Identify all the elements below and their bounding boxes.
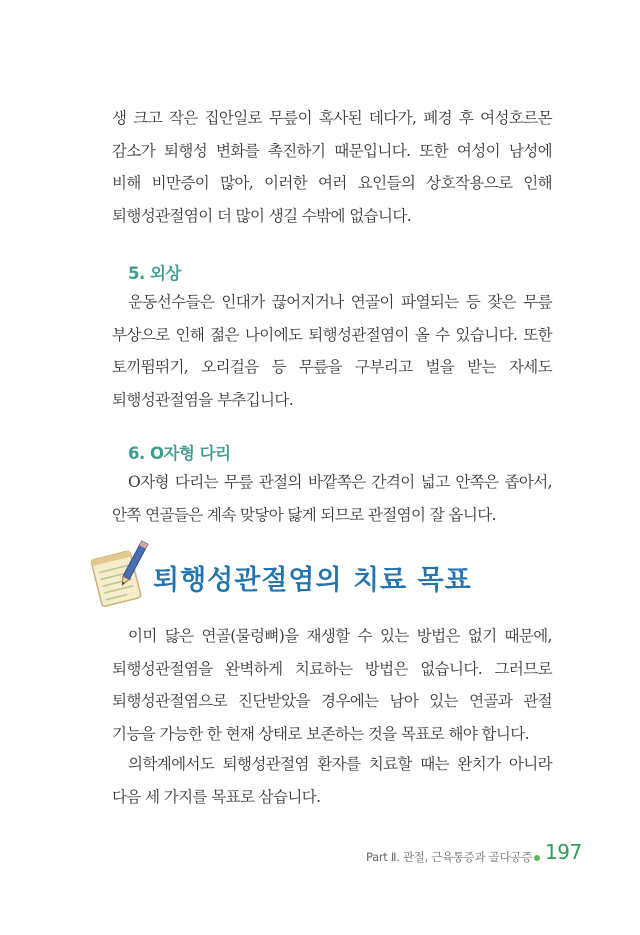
paragraph-1: 생 크고 작은 집안일로 무릎이 혹사된 데다가, 폐경 후 여성호르몬 감소가 퇴행성 변화를 촉진하기 때문입니다. 또한 여성이 남성에 비해 비만증이 많아, 이러한 여러 요인들의 상호작용으로 인해 퇴행성관절염이 더 많이 생길 수밖에 없습니다.: [112, 109, 552, 225]
paragraph-5: 의학계에서도 퇴행성관절염 환자를 치료할 때는 완치가 아니라 다음 세 가지를 목표로 삼습니다.: [112, 755, 552, 806]
notepad-pencil-icon: [88, 540, 150, 610]
section-title: 퇴행성관절염의 치료 목표: [153, 565, 472, 596]
footer-dot-icon: [534, 855, 540, 861]
paragraph-4: 이미 닳은 연골(물렁뼈)을 재생할 수 있는 방법은 없기 때문에, 퇴행성관절염을 완벽하게 치료하는 방법은 없습니다. 그러므로 퇴행성관절염으로 진단받았을 경우에는 남아 있는 연골과 관절 기능을 가능한 한 현재 상태로 보존하는 것을 목표로 해야 합니다.: [112, 627, 552, 743]
page-number: 197: [545, 840, 582, 864]
paragraph-2: 운동선수들은 인대가 끊어지거나 연골이 파열되는 등 잦은 무릎 부상으로 인해 젊은 나이에도 퇴행성관절염이 올 수 있습니다. 또한 토끼뜀뛰기, 오리걸음 등 무릎을 구부리고 벌을 받는 자세도 퇴행성관절염을 부추깁니다.: [112, 293, 552, 409]
heading-o-legs: 6. O자형 다리: [128, 444, 231, 463]
heading-trauma: 5. 외상: [128, 264, 181, 283]
footer-part-label: Part Ⅱ. 관절, 근육통증과 골다공증: [366, 850, 532, 864]
paragraph-3: O자형 다리는 무릎 관절의 바깥쪽은 간격이 넓고 안쪽은 좁아서, 안쪽 연골들은 계속 맞닿아 닳게 되므로 관절염이 잘 옵니다.: [112, 473, 552, 524]
